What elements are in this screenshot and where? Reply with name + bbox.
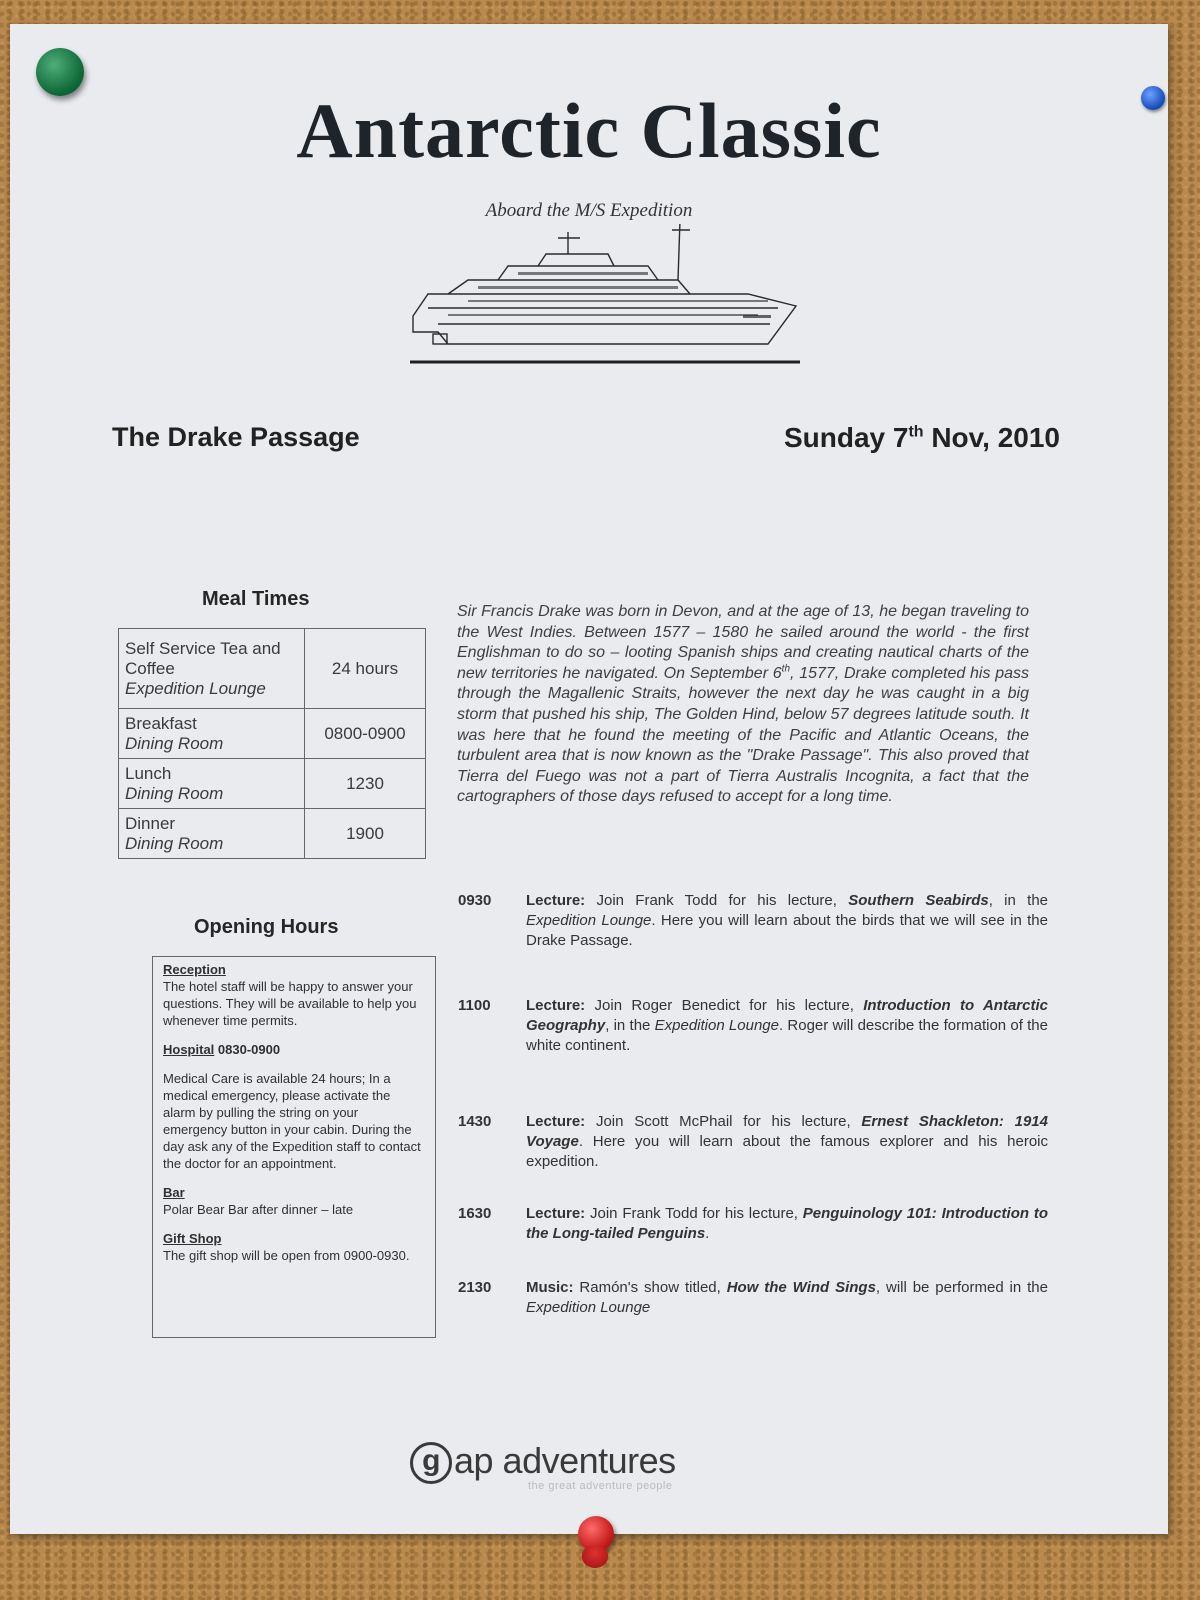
meal-location: Dining Room: [125, 833, 224, 853]
meal-time: 0800-0900: [305, 709, 426, 759]
notice-sheet: [10, 24, 1168, 1534]
meal-times-table: [118, 628, 426, 859]
schedule-description: Lecture: Join Roger Benedict for his lecture, Introduction to Antarctic Geography, in the Expedition Lounge. Roger will describe the formation of the white continent.: [526, 997, 1048, 1054]
gap-adventures-logo: g ap adventures the great adventure people: [410, 1440, 790, 1492]
schedule-time: 1430: [458, 1113, 492, 1130]
drake-story-paragraph: Sir Francis Drake was born in Devon, and at the age of 13, he began traveling to the West Indies. Between 1577 – 1580 he sailed around the world - the first Englishman to do so – looting Spanish ships and creating nautical charts of the new territories he navigated. On September 6th, 1577, Drake completed his pass through the Magallenic Straits, however the next day he was caught in a big storm that pushed his ship, The Golden Hind, below 57 degrees latitude south. It was here that he found the meeting of the Pacific and Atlantic Oceans, the turbulent area that is now known as the "Drake Passage". This also proved that Tierra del Fuego was not a part of Tierra Australis Incognita, a fact that the cartographers of those days refused to accept for a long time.: [457, 603, 1029, 806]
opening-hours-box: [152, 956, 436, 1338]
hospital-section: [163, 1041, 425, 1058]
gift-shop-section: [163, 1230, 425, 1264]
schedule-description: Lecture: Join Frank Todd for his lecture, Penguinology 101: Introduction to the Long-tailed Penguins.: [526, 1205, 1049, 1242]
schedule-item: [458, 891, 1048, 951]
bar-section: [163, 1184, 425, 1218]
schedule-item: [458, 1112, 1048, 1172]
meal-times-heading: Meal Times: [202, 588, 310, 610]
meal-time: 24 hours: [305, 629, 426, 709]
meal-location: Dining Room: [125, 783, 224, 803]
schedule-description: Music: Ramón's show titled, How the Wind Sings, will be performed in the Expedition Lounge: [526, 1279, 1048, 1316]
schedule-time: 0930: [458, 892, 492, 909]
meal-location: Expedition Lounge: [125, 678, 266, 698]
schedule-time: 2130: [458, 1279, 492, 1296]
schedule-item: [458, 996, 1048, 1056]
meal-cell: [119, 629, 305, 709]
meal-location: Dining Room: [125, 733, 224, 753]
meal-row: [119, 709, 426, 759]
gift-shop-text: The gift shop will be open from 0900-0930.: [163, 1248, 410, 1263]
ship-illustration: [408, 224, 802, 366]
page-title: Antarctic Classic: [296, 87, 882, 174]
bar-title: Bar: [163, 1185, 185, 1200]
date-heading: Sunday 7th Nov, 2010: [783, 422, 1060, 453]
meal-name: Breakfast: [125, 713, 197, 733]
meal-cell: [119, 759, 305, 809]
schedule-time: 1100: [458, 997, 491, 1014]
meal-cell: [119, 809, 305, 859]
page-subtitle: Aboard the M/S Expedition: [485, 200, 693, 221]
opening-hours-heading: Opening Hours: [194, 916, 339, 938]
reception-text: The hotel staff will be happy to answer your questions. They will be available to help you whenever time permits.: [163, 979, 417, 1028]
meal-name: Lunch: [125, 763, 172, 783]
hospital-title: Hospital: [163, 1042, 215, 1057]
route-heading: The Drake Passage: [112, 422, 360, 452]
meal-row: [119, 759, 426, 809]
meal-row: [119, 629, 426, 709]
meal-name: Dinner: [125, 813, 176, 833]
hospital-hours: 0830-0900: [217, 1042, 281, 1057]
meal-name: Self Service Tea and Coffee: [125, 638, 281, 678]
meal-cell: [119, 709, 305, 759]
schedule-item: [458, 1204, 1048, 1244]
schedule-item: [458, 1278, 1048, 1318]
bar-text: Polar Bear Bar after dinner – late: [163, 1202, 354, 1217]
schedule-description: Lecture: Join Frank Todd for his lecture, Southern Seabirds, in the Expedition Lounge. Here you will learn about the birds that we will see in the Drake Passage.: [526, 892, 1048, 949]
red-push-pin-icon: [578, 1516, 614, 1552]
schedule-time: 1630: [458, 1205, 492, 1222]
meal-time: 1900: [305, 809, 426, 859]
reception-section: [163, 961, 425, 1029]
medical-text: Medical Care is available 24 hours; In a medical emergency, please activate the alarm by pulling the string on your emergency button in your cabin. During the day ask any of the Expedition staff to contact the doctor for an appointment.: [163, 1071, 421, 1171]
gift-shop-title: Gift Shop: [163, 1231, 222, 1246]
meal-row: [119, 809, 426, 859]
reception-title: Reception: [163, 962, 226, 977]
schedule-description: Lecture: Join Scott McPhail for his lecture, Ernest Shackleton: 1914 Voyage. Here you will learn about the famous explorer and his heroic expedition.: [526, 1113, 1048, 1170]
meal-time: 1230: [305, 759, 426, 809]
